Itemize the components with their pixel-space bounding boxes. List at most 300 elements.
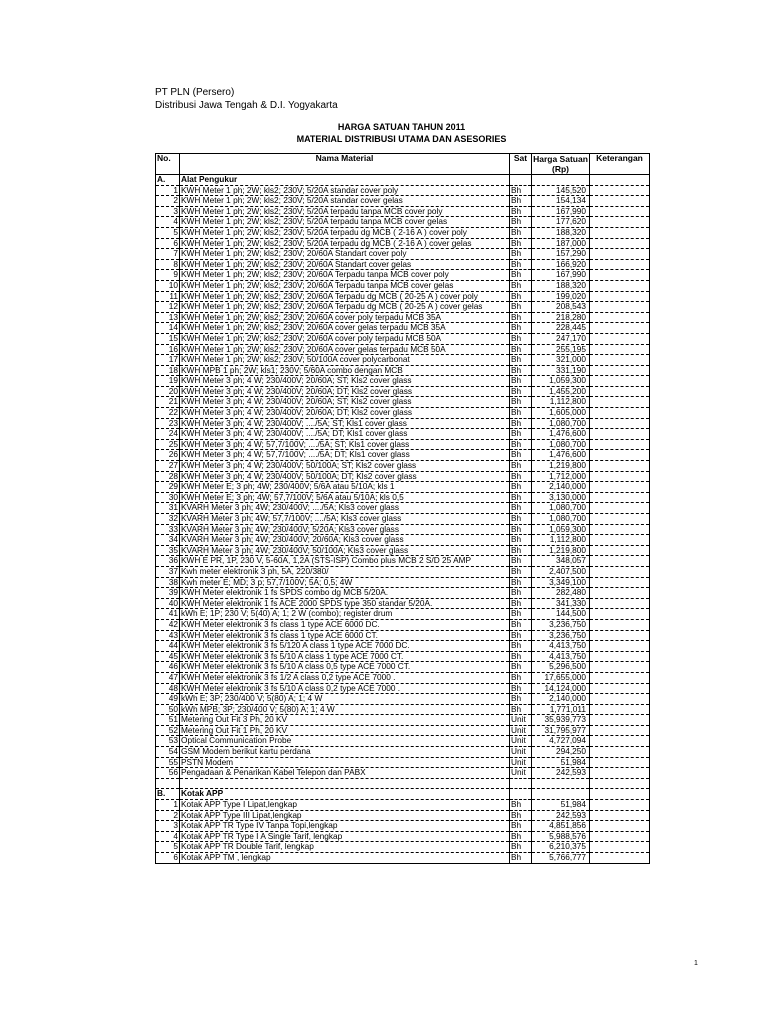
unit-price: 35,939,773 — [532, 715, 590, 726]
row-number: 5 — [156, 842, 180, 853]
table-row — [156, 704, 650, 715]
unit-price: 1,476,600 — [532, 429, 590, 440]
unit: Bh — [510, 185, 532, 196]
row-number: 2 — [156, 810, 180, 821]
material-name: Metering Out Fit 3 Ph, 20 KV — [180, 715, 510, 726]
material-name: KWH Meter 3 ph; 4 W; 230/400V; ..../5A; DT; Kls1 cover glass — [180, 429, 510, 440]
unit: Bh — [510, 588, 532, 599]
unit: Bh — [510, 238, 532, 249]
row-number: 4 — [156, 217, 180, 228]
unit-price: 187,000 — [532, 238, 590, 249]
row-number: 1 — [156, 185, 180, 196]
row-number: 22 — [156, 408, 180, 419]
unit: Bh — [510, 408, 532, 419]
note — [590, 386, 650, 397]
row-number: 43 — [156, 630, 180, 641]
material-name: KWH Meter 3 ph; 4 W; 230/400V; ..../5A; ST; Kls1 cover glass — [180, 418, 510, 429]
unit-price: 14,124,000 — [532, 683, 590, 694]
row-number: 2 — [156, 196, 180, 207]
note — [590, 196, 650, 207]
table-row — [156, 577, 650, 588]
unit: Bh — [510, 566, 532, 577]
company-unit: Distribusi Jawa Tengah & D.I. Yogyakarta — [155, 100, 338, 111]
unit-price: 1,112,800 — [532, 535, 590, 546]
row-number: 14 — [156, 323, 180, 334]
unit: Bh — [510, 810, 532, 821]
material-name: KWH Meter 1 ph; 2W; kls2; 230V; 50/100A cover polycarbonat — [180, 355, 510, 366]
material-name: KWH Meter elektronik 3 fs class 1 type ACE 6000 DC. — [180, 619, 510, 630]
table-row — [156, 566, 650, 577]
unit: Bh — [510, 577, 532, 588]
material-name: KWH Meter 1 ph; 2W; kls2; 230V; 20/60A Terpadu dg MCB ( 20-25 A ) cover gelas — [180, 302, 510, 313]
unit: Bh — [510, 800, 532, 811]
row-number: 44 — [156, 641, 180, 652]
table-row — [156, 672, 650, 683]
table-row — [156, 768, 650, 779]
company-name: PT PLN (Persero) — [155, 87, 235, 98]
note — [590, 323, 650, 334]
unit: Bh — [510, 524, 532, 535]
note — [590, 598, 650, 609]
note — [590, 238, 650, 249]
material-name: KWH Meter E; 3 ph; 4W; 57,7/100V; 5/6A atau 5/10A; kls 0,5 — [180, 492, 510, 503]
unit-price: 348,057 — [532, 556, 590, 567]
table-row — [156, 408, 650, 419]
table-row — [156, 482, 650, 493]
row-number: 8 — [156, 259, 180, 270]
table-row — [156, 365, 650, 376]
row-number: 45 — [156, 651, 180, 662]
unit-price: 166,920 — [532, 259, 590, 270]
unit-price: 1,080,700 — [532, 418, 590, 429]
unit-price: 2,407,500 — [532, 566, 590, 577]
note — [590, 609, 650, 620]
material-name: KVARH Meter 3 ph; 4W; 230/400V; 50/100A; Kls3 cover glass — [180, 545, 510, 556]
note — [590, 588, 650, 599]
table-row — [156, 831, 650, 842]
table-row — [156, 238, 650, 249]
row-number: 16 — [156, 344, 180, 355]
note — [590, 302, 650, 313]
unit-price: 1,605,000 — [532, 408, 590, 419]
table-row — [156, 386, 650, 397]
unit-price: 1,112,800 — [532, 397, 590, 408]
empty-cell — [180, 778, 510, 789]
unit: Bh — [510, 609, 532, 620]
table-row — [156, 249, 650, 260]
unit: Bh — [510, 196, 532, 207]
unit: Unit — [510, 725, 532, 736]
material-name: KWH Meter 3 ph; 4 W; 230/400V; 20/60A; ST; Kls2 cover glass — [180, 397, 510, 408]
table-row — [156, 524, 650, 535]
row-number: 39 — [156, 588, 180, 599]
table-row — [156, 757, 650, 768]
material-name: KVARH Meter 3 ph; 4W; 230/400V; ..../5A; Kls3 cover glass — [180, 503, 510, 514]
material-name: Pengadaan & Penarikan Kabel Telepon dan PABX — [180, 768, 510, 779]
row-number: 38 — [156, 577, 180, 588]
table-row — [156, 715, 650, 726]
row-number: 23 — [156, 418, 180, 429]
empty-cell — [532, 778, 590, 789]
unit: Bh — [510, 312, 532, 323]
unit-price: 6,210,375 — [532, 842, 590, 853]
material-name: KWH Meter 1 ph; 2W; kls2; 230V; 20/60A Terpadu dg MCB ( 20-25 A ) cover poly — [180, 291, 510, 302]
material-name: KWH Meter elektronik 1 fs ACE 2000 SPDS type 350 standar 5/20A. — [180, 598, 510, 609]
row-number: 10 — [156, 280, 180, 291]
material-name: KWH Meter elektronik 3 fs 5/120 A class 1 type ACE 7000 DC. — [180, 641, 510, 652]
row-number: 53 — [156, 736, 180, 747]
note — [590, 429, 650, 440]
material-name: kWh E; 3P; 230/400 V; 5(80) A; 1; 4 W — [180, 694, 510, 705]
note — [590, 355, 650, 366]
unit-price: 1,476,600 — [532, 450, 590, 461]
unit-price: 2,140,000 — [532, 694, 590, 705]
material-name: kWh E; 1P; 230 V; 5(40) A; 1; 2 W (combo); register drum — [180, 609, 510, 620]
material-name: KWH Meter elektronik 3 fs 5/10 A class 0,2 type ACE 7000 . — [180, 683, 510, 694]
material-name: Kotak APP TR Type I A Single Tarif, lengkap — [180, 831, 510, 842]
table-row — [156, 619, 650, 630]
unit-price: 4,727,094 — [532, 736, 590, 747]
unit-price: 31,795,977 — [532, 725, 590, 736]
note — [590, 566, 650, 577]
note — [590, 736, 650, 747]
unit: Unit — [510, 768, 532, 779]
unit: Bh — [510, 853, 532, 864]
col-sat: Sat — [510, 154, 532, 175]
material-name: Kwh meter elektronik 3 ph, 5A, 220/380/ — [180, 566, 510, 577]
table-row — [156, 376, 650, 387]
note — [590, 715, 650, 726]
unit: Bh — [510, 280, 532, 291]
unit-price: 242,593 — [532, 768, 590, 779]
unit: Bh — [510, 386, 532, 397]
note — [590, 408, 650, 419]
table-row — [156, 683, 650, 694]
row-number: 19 — [156, 376, 180, 387]
table-row — [156, 312, 650, 323]
section-code: B. — [156, 789, 180, 800]
note — [590, 725, 650, 736]
material-name: KWH Meter 1 ph; 2W; kls2; 230V; 5/20A terpadu dg MCB ( 2-16 A ) cover gelas — [180, 238, 510, 249]
table-row — [156, 333, 650, 344]
material-name: KWH Meter 1 ph; 2W; kls2; 230V; 20/60A cover gelas terpadu MCB 35A — [180, 323, 510, 334]
unit: Bh — [510, 344, 532, 355]
material-name: KVARH Meter 3 ph; 4W; 230/400V; 20/60A; Kls3 cover glass — [180, 535, 510, 546]
table-row — [156, 736, 650, 747]
unit: Bh — [510, 482, 532, 493]
note — [590, 397, 650, 408]
row-number: 54 — [156, 747, 180, 758]
unit-price: 145,520 — [532, 185, 590, 196]
row-number: 51 — [156, 715, 180, 726]
unit-price: 228,445 — [532, 323, 590, 334]
table-row — [156, 535, 650, 546]
material-name: Kwh meter E; MD; 3 p; 57,7/100V; 5A; 0,5; 4W — [180, 577, 510, 588]
material-name: KWH Meter 1 ph; 2W; kls2; 230V; 20/60A Terpadu tanpa MCB cover poly — [180, 270, 510, 281]
note — [590, 312, 650, 323]
empty-cell — [532, 175, 590, 186]
empty-cell — [156, 778, 180, 789]
material-name: KWH Meter 3 ph; 4 W; 230/400V; 50/100A; DT; Kls2 cover glass — [180, 471, 510, 482]
note — [590, 853, 650, 864]
col-name: Nama Material — [180, 154, 510, 175]
unit: Bh — [510, 291, 532, 302]
doc-subtitle: MATERIAL DISTRIBUSI UTAMA DAN ASESORIES — [296, 134, 507, 144]
note — [590, 747, 650, 758]
note — [590, 683, 650, 694]
price-table — [155, 153, 650, 864]
unit: Bh — [510, 397, 532, 408]
empty-cell — [590, 789, 650, 800]
note — [590, 503, 650, 514]
note — [590, 344, 650, 355]
row-number: 1 — [156, 800, 180, 811]
row-number: 36 — [156, 556, 180, 567]
unit: Bh — [510, 259, 532, 270]
unit: Bh — [510, 683, 532, 694]
unit: Bh — [510, 323, 532, 334]
note — [590, 651, 650, 662]
unit: Bh — [510, 630, 532, 641]
material-name: KWH Meter elektronik 3 fs 5/10 A class 1 type ACE 7000 CT. — [180, 651, 510, 662]
material-name: Kotak APP TR Type IV Tanpa Topi,lengkap — [180, 821, 510, 832]
note — [590, 280, 650, 291]
empty-cell — [510, 175, 532, 186]
row-number: 27 — [156, 461, 180, 472]
unit: Bh — [510, 302, 532, 313]
material-name: KWH Meter 3 ph; 4 W; 230/400V; 20/60A; ST; Kls2 cover glass — [180, 376, 510, 387]
unit-price: 144,500 — [532, 609, 590, 620]
table-row — [156, 503, 650, 514]
row-number: 13 — [156, 312, 180, 323]
note — [590, 249, 650, 260]
table-row — [156, 630, 650, 641]
unit-price: 1,455,200 — [532, 386, 590, 397]
row-number: 4 — [156, 831, 180, 842]
material-name: Kotak APP TM , lengkap — [180, 853, 510, 864]
table-row — [156, 609, 650, 620]
row-number: 11 — [156, 291, 180, 302]
unit: Bh — [510, 418, 532, 429]
unit: Bh — [510, 376, 532, 387]
unit: Bh — [510, 461, 532, 472]
note — [590, 821, 650, 832]
unit-price: 3,236,750 — [532, 630, 590, 641]
material-name: KWH Meter elektronik 3 fs 1/2 A class 0,2 type ACE 7000 . — [180, 672, 510, 683]
row-number: 34 — [156, 535, 180, 546]
unit: Bh — [510, 662, 532, 673]
row-number: 49 — [156, 694, 180, 705]
row-number: 21 — [156, 397, 180, 408]
row-number: 55 — [156, 757, 180, 768]
empty-cell — [510, 789, 532, 800]
table-row — [156, 598, 650, 609]
unit-price: 282,480 — [532, 588, 590, 599]
unit: Unit — [510, 715, 532, 726]
unit-price: 242,593 — [532, 810, 590, 821]
note — [590, 842, 650, 853]
material-name: KVARH Meter 3 ph; 4W; 57,7/100V; ..../5A; Kls3 cover glass — [180, 514, 510, 525]
note — [590, 662, 650, 673]
table-row — [156, 800, 650, 811]
table-row — [156, 694, 650, 705]
table-row — [156, 291, 650, 302]
unit: Bh — [510, 842, 532, 853]
material-name: KWH Meter elektronik 3 fs 5/10 A class 0,5 type ACE 7000 CT. — [180, 662, 510, 673]
row-number: 9 — [156, 270, 180, 281]
row-number: 33 — [156, 524, 180, 535]
material-name: PSTN Modem — [180, 757, 510, 768]
page-number: 1 — [694, 960, 698, 967]
material-name: KWH Meter elektronik 3 fs class 1 type ACE 6000 CT. — [180, 630, 510, 641]
table-row — [156, 355, 650, 366]
unit: Bh — [510, 333, 532, 344]
note — [590, 482, 650, 493]
row-number: 17 — [156, 355, 180, 366]
unit: Bh — [510, 651, 532, 662]
material-name: KWH Meter elektronik 1 fs SPDS combo dg MCB 5/20A. — [180, 588, 510, 599]
row-number: 28 — [156, 471, 180, 482]
table-row — [156, 545, 650, 556]
material-name: Metering Out Fit 1 Ph, 20 KV — [180, 725, 510, 736]
unit: Bh — [510, 217, 532, 228]
material-name: KWH Meter 1 ph; 2W; kls2; 230V; 5/20A standar cover poly — [180, 185, 510, 196]
unit: Bh — [510, 514, 532, 525]
unit-price: 4,413,750 — [532, 651, 590, 662]
table-row — [156, 418, 650, 429]
material-name: KWH Meter 1 ph; 2W; kls2; 230V; 5/20A terpadu dg MCB ( 2-16 A ) cover poly — [180, 227, 510, 238]
unit-price: 2,140,000 — [532, 482, 590, 493]
unit: Bh — [510, 227, 532, 238]
table-row — [156, 206, 650, 217]
spacer-row — [156, 778, 650, 789]
unit-price: 1,080,700 — [532, 514, 590, 525]
material-name: Kotak APP TR Double Tarif, lengkap — [180, 842, 510, 853]
table-row — [156, 397, 650, 408]
unit: Bh — [510, 206, 532, 217]
material-name: KWH Meter 1 ph; 2W; kls2; 230V; 20/60A Standart cover gelas — [180, 259, 510, 270]
unit-price: 17,655,000 — [532, 672, 590, 683]
unit-price: 199,020 — [532, 291, 590, 302]
unit-price: 331,190 — [532, 365, 590, 376]
unit-price: 4,851,856 — [532, 821, 590, 832]
row-number: 6 — [156, 853, 180, 864]
material-name: KWH Meter 3 ph; 4 W; 57,7/100V; ..../5A; ST; Kls1 cover glass — [180, 439, 510, 450]
material-name: Kotak APP Type I Lipat,lengkap — [180, 800, 510, 811]
unit: Bh — [510, 821, 532, 832]
table-row — [156, 641, 650, 652]
note — [590, 291, 650, 302]
unit-price: 208,543 — [532, 302, 590, 313]
table-row — [156, 747, 650, 758]
empty-cell — [590, 778, 650, 789]
table-row — [156, 280, 650, 291]
unit-price: 188,320 — [532, 227, 590, 238]
note — [590, 227, 650, 238]
unit: Bh — [510, 619, 532, 630]
unit: Bh — [510, 641, 532, 652]
table-row — [156, 323, 650, 334]
unit-price: 1,059,300 — [532, 524, 590, 535]
material-name: KWH Meter 1 ph; 2W; kls2; 230V; 20/60A cover gelas terpadu MCB 50A — [180, 344, 510, 355]
unit-price: 1,080,700 — [532, 439, 590, 450]
table-row — [156, 492, 650, 503]
table-row — [156, 588, 650, 599]
material-name: KWH Meter 1 ph; 2W; kls2; 230V; 20/60A cover poly terpadu MCB 50A — [180, 333, 510, 344]
material-name: Kotak APP Type III Lipat,lengkap — [180, 810, 510, 821]
note — [590, 524, 650, 535]
material-name: KWH Meter E; 3 ph; 4W; 230/400V; 5/6A atau 5/10A; kls 1 — [180, 482, 510, 493]
unit-price: 5,988,576 — [532, 831, 590, 842]
row-number: 24 — [156, 429, 180, 440]
material-name: GSM Modem berikut kartu perdana — [180, 747, 510, 758]
unit: Bh — [510, 365, 532, 376]
material-name: KWH Meter 1 ph; 2W; kls2; 230V; 20/60A Terpadu tanpa MCB cover gelas — [180, 280, 510, 291]
row-number: 48 — [156, 683, 180, 694]
section-title: Kotak APP — [180, 789, 510, 800]
material-name: KWH Meter 3 ph; 4 W; 230/400V; 20/60A; DT; Kls2 cover glass — [180, 408, 510, 419]
note — [590, 492, 650, 503]
note — [590, 556, 650, 567]
unit-price: 341,330 — [532, 598, 590, 609]
note — [590, 800, 650, 811]
unit-price: 218,280 — [532, 312, 590, 323]
material-name: KWH Meter 1 ph; 2W; kls2; 230V; 20/60A Standart cover poly — [180, 249, 510, 260]
note — [590, 704, 650, 715]
table-row — [156, 439, 650, 450]
table-row — [156, 259, 650, 270]
row-number: 5 — [156, 227, 180, 238]
note — [590, 630, 650, 641]
row-number: 26 — [156, 450, 180, 461]
table-row — [156, 344, 650, 355]
table-row — [156, 471, 650, 482]
row-number: 41 — [156, 609, 180, 620]
material-name: KWH Meter 3 ph; 4 W; 230/400V; 20/60A; DT; Kls2 cover glass — [180, 386, 510, 397]
unit: Bh — [510, 545, 532, 556]
unit-price: 255,195 — [532, 344, 590, 355]
row-number: 56 — [156, 768, 180, 779]
table-body — [156, 175, 650, 864]
note — [590, 206, 650, 217]
note — [590, 514, 650, 525]
table-row — [156, 227, 650, 238]
table-row — [156, 514, 650, 525]
unit: Bh — [510, 450, 532, 461]
note — [590, 672, 650, 683]
row-number: 29 — [156, 482, 180, 493]
unit: Bh — [510, 355, 532, 366]
table-row — [156, 842, 650, 853]
note — [590, 641, 650, 652]
unit-price: 188,320 — [532, 280, 590, 291]
row-number: 6 — [156, 238, 180, 249]
table-row — [156, 461, 650, 472]
section-header — [156, 175, 650, 186]
material-name: KWH Meter 3 ph; 4 W; 230/400V; 50/100A; ST; Kls2 cover glass — [180, 461, 510, 472]
col-no: No. — [156, 154, 180, 175]
note — [590, 471, 650, 482]
table-row — [156, 651, 650, 662]
unit: Bh — [510, 429, 532, 440]
unit: Bh — [510, 704, 532, 715]
table-row — [156, 185, 650, 196]
col-price: Harga Satuan (Rp) — [533, 154, 588, 174]
row-number: 12 — [156, 302, 180, 313]
table-row — [156, 217, 650, 228]
unit-price: 1,219,800 — [532, 461, 590, 472]
row-number: 20 — [156, 386, 180, 397]
